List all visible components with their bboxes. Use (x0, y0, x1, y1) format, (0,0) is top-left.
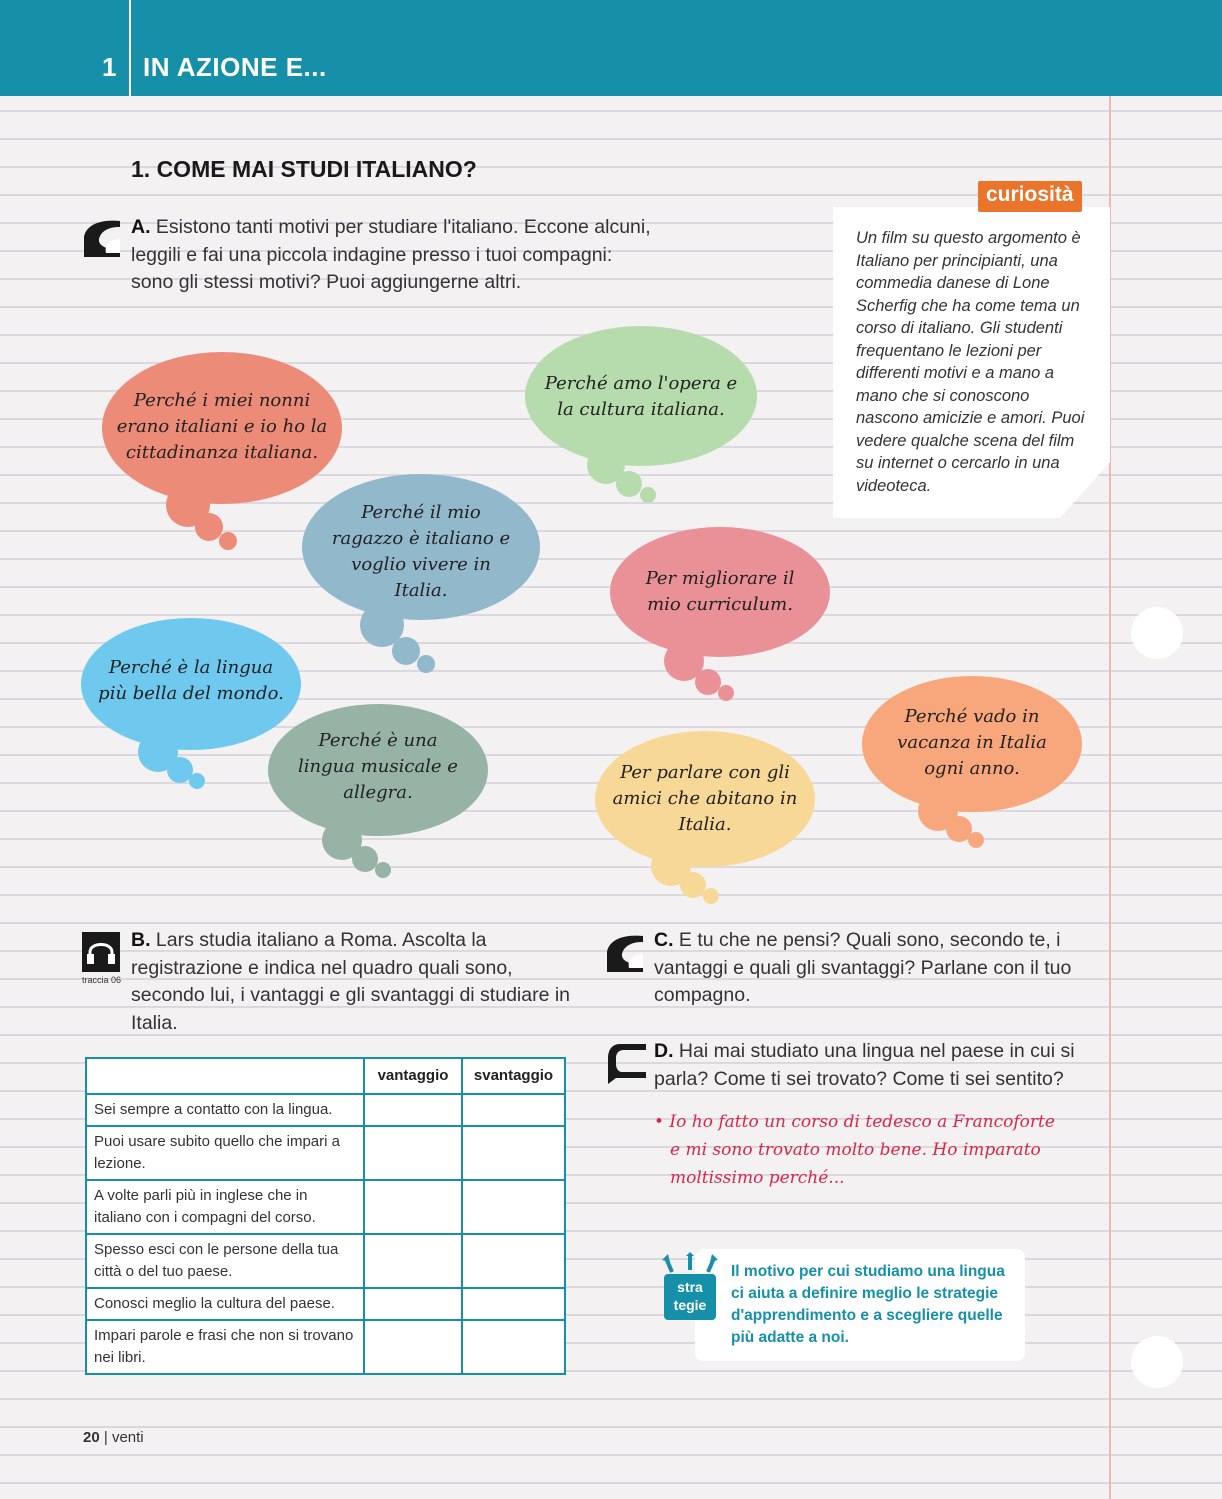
table-header-row (86, 1058, 565, 1094)
exercise-d-letter: D. (654, 1040, 674, 1062)
curiosita-tag: curiosità (978, 181, 1082, 212)
table-cell-svantaggio[interactable] (462, 1234, 565, 1288)
bubble-1: Perché i miei nonni erano italiani e io ho la cittadinanza italiana. (116, 390, 328, 463)
table-cell-svantaggio[interactable] (462, 1320, 565, 1374)
unit-number: 1 (102, 52, 117, 82)
table-cell-vantaggio[interactable] (364, 1094, 462, 1126)
table-row (86, 1094, 565, 1126)
table-cell-statement: Spesso esci con le persone della tua città o del tuo paese. (86, 1234, 364, 1288)
table-cell-vantaggio[interactable] (364, 1288, 462, 1320)
exercise-b-letter: B. (131, 929, 151, 951)
table-cell-svantaggio[interactable] (462, 1288, 565, 1320)
curiosita-text: Un film su questo argomento è Italiano per principianti, una commedia danese di Lone Scherfig che ha come tema un corso di italiano. Gli studenti frequentano le lezioni per differenti motivi e a mano a mano che si conoscono nascono amicizie e amori. Puoi vedere qualche scena del film su internet o cercarlo in una videoteca. (856, 229, 1085, 495)
track-label: traccia 06 (82, 975, 122, 985)
exercise-a-text: Esistono tanti motivi per studiare l'italiano. Eccone alcuni, leggili e fai una piccola indagine presso i tuoi compagni: sono gli stessi motivi? Puoi aggiungerne altri. (131, 216, 651, 293)
table-cell-statement: Sei sempre a contatto con la lingua. (86, 1094, 364, 1126)
bubble-7: Per parlare con gli amici che abitano in Italia. (612, 762, 798, 835)
exercise-d-text: Hai mai studiato una lingua nel paese in cui si parla? Come ti sei trovato? Come ti sei sentito? (654, 1040, 1075, 1090)
table-cell-statement: Puoi usare subito quello che impari a lezione. (86, 1126, 364, 1180)
page-footer (83, 1429, 144, 1446)
speech-bubble-icon (606, 1042, 648, 1086)
table-cell-statement: A volte parli più in inglese che in italiano con i compagni del corso. (86, 1180, 364, 1234)
footer-separator: | (103, 1429, 112, 1446)
table-header-vantaggio: vantaggio (364, 1058, 462, 1094)
bubble-8: Perché vado in vacanza in Italia ogni anno. (897, 706, 1047, 779)
bubble-4: Per migliorare il mio curriculum. (645, 568, 795, 615)
table-row (86, 1126, 565, 1180)
page-word: venti (111, 1429, 144, 1446)
exercise-c-letter: C. (654, 929, 674, 951)
table-cell-svantaggio[interactable] (462, 1094, 565, 1126)
table-cell-vantaggio[interactable] (364, 1180, 462, 1234)
speech-pair-icon (603, 932, 647, 976)
page-number: 20 (83, 1429, 100, 1446)
example-line: • Io ho fatto un corso di tedesco a Francoforte (654, 1112, 1055, 1132)
table-cell-vantaggio[interactable] (364, 1320, 462, 1374)
table-row (86, 1288, 565, 1320)
strategie-badge-line1: stra (677, 1279, 703, 1295)
exercise-b-text: Lars studia italiano a Roma. Ascolta la registrazione e indica nel quadro quali sono, secondo lui, i vantaggi e gli svantaggi di studiare in Italia. (131, 929, 571, 1034)
table-row (86, 1320, 565, 1374)
strategie-badge-icon (660, 1252, 720, 1322)
table-cell-vantaggio[interactable] (364, 1234, 462, 1288)
bubble-6: Perché è una lingua musicale e allegra. (298, 730, 458, 803)
exercise-c (654, 927, 1104, 1010)
bubble-3: Perché il mio ragazzo è italiano e voglio vivere in Italia. (331, 502, 511, 601)
bubble-5: Perché è la lingua più bella del mondo. (98, 657, 284, 704)
strategie-badge-line2: tegie (673, 1297, 707, 1313)
bubble-2: Perché amo l'opera e la cultura italiana. (544, 373, 738, 420)
exercise-a-letter: A. (131, 216, 151, 238)
exercise-d-example (654, 1108, 1055, 1192)
example-line: e mi sono trovato molto bene. Ho imparato (670, 1140, 1041, 1160)
table-header-blank (86, 1058, 364, 1094)
table-header-svantaggio: svantaggio (462, 1058, 565, 1094)
strategie-text: Il motivo per cui studiamo una lingua ci aiuta a definire meglio le strategie d'apprendimento e a scegliere quelle più adatte a noi. (731, 1263, 1005, 1346)
example-line: moltissimo perché... (670, 1168, 845, 1188)
unit-title: IN AZIONE E... (143, 52, 327, 82)
headphones-icon (82, 932, 120, 972)
table-cell-vantaggio[interactable] (364, 1126, 462, 1180)
section-title: 1. COME MAI STUDI ITALIANO? (131, 156, 477, 182)
table-row (86, 1180, 565, 1234)
table-cell-statement: Impari parole e frasi che non si trovano nei libri. (86, 1320, 364, 1374)
table-row (86, 1234, 565, 1288)
exercise-b (131, 927, 581, 1037)
table-cell-svantaggio[interactable] (462, 1180, 565, 1234)
table-cell-svantaggio[interactable] (462, 1126, 565, 1180)
exercise-c-text: E tu che ne pensi? Quali sono, secondo te, i vantaggi e quali gli svantaggi? Parlane con il tuo compagno. (654, 929, 1072, 1006)
exercise-d (654, 1038, 1114, 1093)
advantages-table (85, 1057, 566, 1375)
table-cell-statement: Conosci meglio la cultura del paese. (86, 1288, 364, 1320)
